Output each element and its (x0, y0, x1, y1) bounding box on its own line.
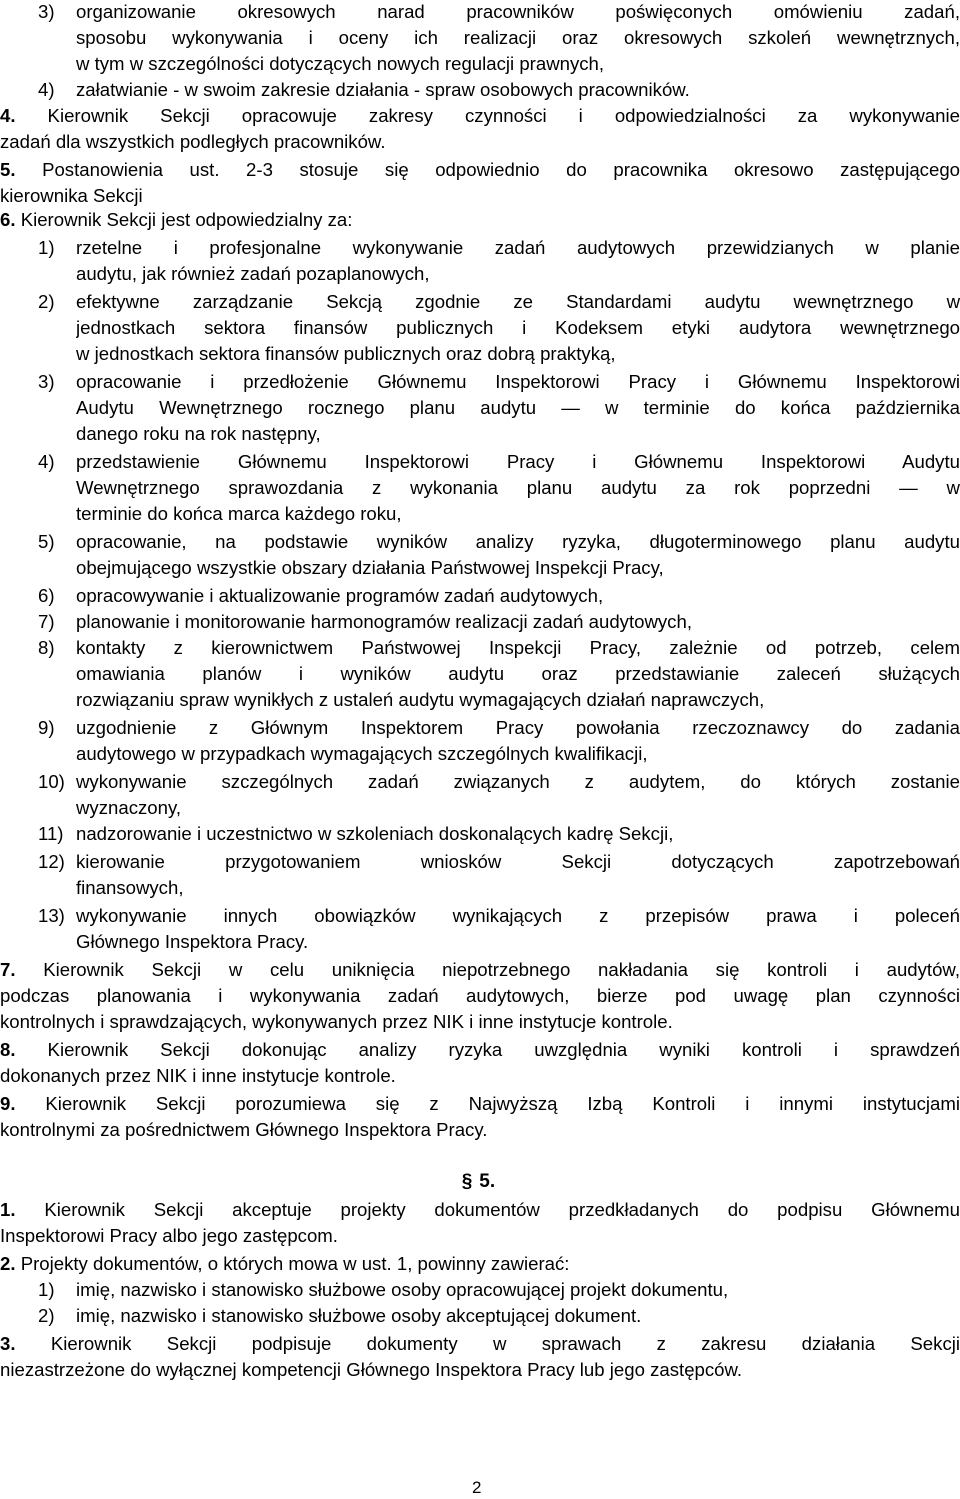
paragraph-number: 6. (0, 209, 16, 230)
page-number: 2 (472, 1478, 482, 1497)
list-item-text: opracowanie, na podstawie wyników analizy ryzyka, długoterminowego planu audytu (76, 531, 960, 552)
paragraph-continuation: niezastrzeżone do wyłącznej kompetencji Głównego Inspektora Pracy lub jego zastępców. (0, 1359, 743, 1380)
list-item (0, 610, 960, 634)
list-item (0, 290, 960, 314)
list-item (0, 78, 960, 102)
paragraph-5 (0, 158, 960, 182)
list-item (0, 716, 960, 740)
list-item-number: 2) (38, 1305, 55, 1326)
list-item-continuation: jednostkach sektora finansów publicznych i Kodeksem etyki audytora wewnętrznego (76, 317, 960, 338)
list-item-continuation: audytu, jak również zadań pozaplanowych, (76, 263, 430, 284)
list-item (0, 370, 960, 394)
list-item-number: 3) (38, 371, 55, 392)
list-item (0, 1278, 960, 1302)
paragraph-number: 1. (0, 1199, 16, 1220)
list-item-text: wykonywanie szczególnych zadań związanych z audytem, do których zostanie (76, 771, 960, 792)
list-item-text: efektywne zarządzanie Sekcją zgodnie ze Standardami audytu wewnętrznego w (76, 291, 960, 312)
list-item-text: uzgodnienie z Głównym Inspektorem Pracy powołania rzeczoznawcy do zadania (76, 717, 960, 738)
list-item-number: 9) (38, 717, 55, 738)
list-item-text: wykonywanie innych obowiązków wynikających z przepisów prawa i poleceń (76, 905, 960, 926)
list-item-continuation: Głównego Inspektora Pracy. (76, 931, 309, 952)
list-item (0, 530, 960, 554)
list-item-text: opracowanie i przedłożenie Głównemu Inspektorowi Pracy i Głównemu Inspektorowi (76, 371, 960, 392)
paragraph-text: Projekty dokumentów, o których mowa w ust. 1, powinny zawierać: (20, 1253, 570, 1274)
paragraph-text: Postanowienia ust. 2-3 stosuje się odpowiednio do pracownika okresowo zastępującego (42, 159, 960, 180)
section-number: 5. (479, 1171, 496, 1192)
list-item (0, 904, 960, 928)
paragraph-continuation: kontrolnych i sprawdzających, wykonywanych przez NIK i inne instytucje kontrole. (0, 1011, 673, 1032)
list-item-continuation: danego roku na rok następny, (76, 423, 321, 444)
list-item-continuation: w tym w szczególności dotyczących nowych regulacji prawnych, (76, 53, 605, 74)
list-item-text: rzetelne i profesjonalne wykonywanie zadań audytowych przewidzianych w planie (76, 237, 960, 258)
paragraph-s5-3 (0, 1332, 960, 1356)
paragraph-number: 5. (0, 159, 16, 180)
list-item-number: 10) (38, 771, 65, 792)
paragraph-8 (0, 1038, 960, 1062)
list-item-continuation: obejmującego wszystkie obszary działania Państwowej Inspekcji Pracy, (76, 557, 664, 578)
paragraph-number: 7. (0, 959, 16, 980)
list-item (0, 0, 960, 24)
list-item-number: 1) (38, 1279, 55, 1300)
paragraph-number: 2. (0, 1253, 16, 1274)
paragraph-continuation: podczas planowania i wykonywania zadań audytowych, bierze pod uwagę plan czynności (0, 985, 960, 1006)
paragraph-text: Kierownik Sekcji w celu uniknięcia niepotrzebnego nakładania się kontroli i audytów, (43, 959, 960, 980)
paragraph-text: Kierownik Sekcji akceptuje projekty dokumentów przedkładanych do podpisu Głównemu (44, 1199, 960, 1220)
list-item-number: 7) (38, 611, 55, 632)
paragraph-text: Kierownik Sekcji podpisuje dokumenty w sprawach z zakresu działania Sekcji (50, 1333, 960, 1354)
list-item (0, 584, 960, 608)
list-item-number: 13) (38, 905, 65, 926)
paragraph-continuation: dokonanych przez NIK i inne instytucje kontrole. (0, 1065, 396, 1086)
list-item (0, 450, 960, 474)
list-item-text: nadzorowanie i uczestnictwo w szkoleniach doskonalących kadrę Sekcji, (76, 823, 674, 844)
list-item-number: 5) (38, 531, 55, 552)
list-item-continuation: omawiania planów i wyników audytu oraz przedstawianie zaleceń służących (76, 663, 960, 684)
section-heading (460, 1170, 495, 1194)
list-item (0, 1304, 960, 1328)
list-item-number: 4) (38, 451, 55, 472)
list-item-text: załatwianie - w swoim zakresie działania - spraw osobowych pracowników. (76, 79, 690, 100)
paragraph-4 (0, 104, 960, 128)
list-item-continuation: w jednostkach sektora finansów publicznych oraz dobrą praktyką, (76, 343, 616, 364)
list-item (0, 636, 960, 660)
list-item-continuation: audytowego w przypadkach wymagających szczególnych kwalifikacji, (76, 743, 648, 764)
paragraph-7 (0, 958, 960, 982)
list-item-continuation: Wewnętrznego sprawozdania z wykonania planu audytu za rok poprzedni — w (76, 477, 960, 498)
list-item-text: planowanie i monitorowanie harmonogramów realizacji zadań audytowych, (76, 611, 692, 632)
list-item-text: kierowanie przygotowaniem wniosków Sekcji dotyczących zapotrzebowań (76, 851, 960, 872)
paragraph-number: 8. (0, 1039, 16, 1060)
list-item (0, 236, 960, 260)
list-item-text: opracowywanie i aktualizowanie programów zadań audytowych, (76, 585, 604, 606)
paragraph-s5-2 (0, 1252, 960, 1276)
list-item-number: 4) (38, 79, 55, 100)
list-item-continuation: finansowych, (76, 877, 184, 898)
paragraph-continuation: kierownika Sekcji (0, 185, 143, 206)
paragraph-9 (0, 1092, 960, 1116)
list-item-continuation: wyznaczony, (76, 797, 182, 818)
paragraph-6 (0, 208, 960, 232)
list-item-text: imię, nazwisko i stanowisko służbowe osoby akceptującej dokument. (76, 1305, 642, 1326)
list-item-number: 11) (38, 823, 64, 844)
paragraph-text: Kierownik Sekcji jest odpowiedzialny za: (20, 209, 353, 230)
paragraph-number: 9. (0, 1093, 16, 1114)
paragraph-s5-1 (0, 1198, 960, 1222)
paragraph-number: 3. (0, 1333, 16, 1354)
list-item-continuation: rozwiązaniu spraw wynikłych z ustaleń audytu wymagających działań naprawczych, (76, 689, 765, 710)
paragraph-text: Kierownik Sekcji dokonując analizy ryzyka uwzględnia wyniki kontroli i sprawdzeń (47, 1039, 960, 1060)
paragraph-text: Kierownik Sekcji porozumiewa się z Najwyższą Izbą Kontroli i innymi instytucjami (45, 1093, 960, 1114)
list-item-number: 2) (38, 291, 55, 312)
list-item (0, 822, 960, 846)
list-item-number: 6) (38, 585, 55, 606)
list-item-number: 12) (38, 851, 65, 872)
list-item-continuation: Audytu Wewnętrznego rocznego planu audytu — w terminie do końca października (76, 397, 960, 418)
list-item-text: przedstawienie Głównemu Inspektorowi Pracy i Głównemu Inspektorowi Audytu (76, 451, 960, 472)
list-item-continuation: terminie do końca marca każdego roku, (76, 503, 402, 524)
list-item-number: 1) (38, 237, 55, 258)
list-item-text: organizowanie okresowych narad pracowników poświęconych omówieniu zadań, (76, 1, 960, 22)
list-item-continuation: sposobu wykonywania i oceny ich realizacji oraz okresowych szkoleń wewnętrznych, (76, 27, 960, 48)
list-item-number: 8) (38, 637, 55, 658)
paragraph-continuation: kontrolnymi za pośrednictwem Głównego Inspektora Pracy. (0, 1119, 488, 1140)
list-item-text: kontakty z kierownictwem Państwowej Inspekcji Pracy, zależnie od potrzeb, celem (76, 637, 960, 658)
list-item (0, 850, 960, 874)
paragraph-continuation: zadań dla wszystkich podległych pracowników. (0, 131, 386, 152)
list-item-text: imię, nazwisko i stanowisko służbowe osoby opracowującej projekt dokumentu, (76, 1279, 729, 1300)
paragraph-number: 4. (0, 105, 16, 126)
paragraph-continuation: Inspektorowi Pracy albo jego zastępcom. (0, 1225, 338, 1246)
list-item (0, 770, 960, 794)
list-item-number: 3) (38, 1, 55, 22)
paragraph-text: Kierownik Sekcji opracowuje zakresy czynności i odpowiedzialności za wykonywanie (47, 105, 960, 126)
section-symbol: § (461, 1171, 473, 1192)
